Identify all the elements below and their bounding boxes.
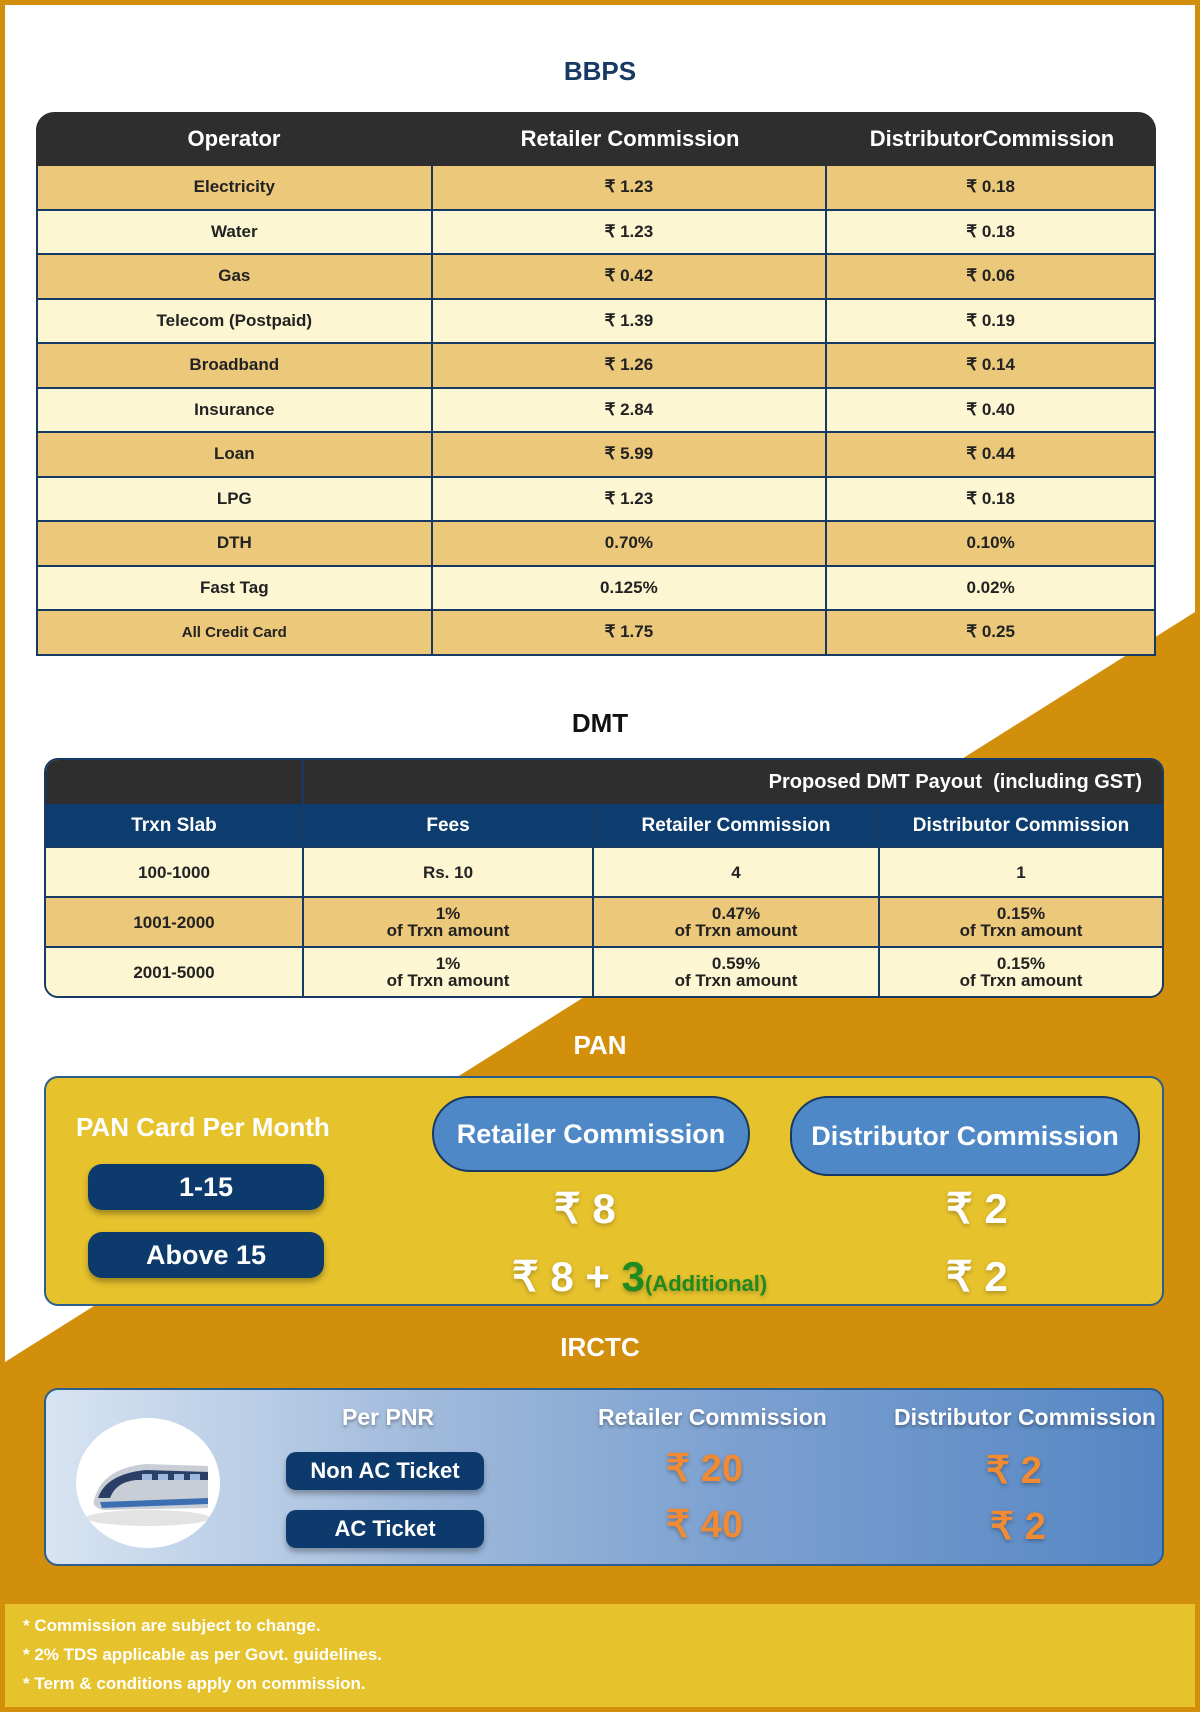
dmt-retailer-cell-text: of Trxn amount [674, 921, 798, 940]
irctc-distributor-value-ac: ₹ 2 [990, 1506, 1046, 1548]
bbps-operator-cell: Loan [38, 433, 433, 476]
bbps-distributor-cell: ₹ 0.06 [966, 266, 1015, 286]
pan-additional-label: (Additional) [644, 1271, 768, 1296]
bbps-operator-cell: Broadband [38, 344, 433, 387]
bbps-operator-cell: All Credit Card [38, 611, 433, 654]
table-row [46, 946, 1162, 996]
bbps-distributor-cell: ₹ 0.44 [966, 444, 1015, 464]
bbps-retailer-cell: ₹ 5.99 [433, 433, 828, 476]
dmt-fees-cell [304, 848, 594, 896]
footer-note-3: * Term & conditions apply on commission. [23, 1674, 366, 1693]
pan-retailer-header: Retailer Commission [432, 1096, 750, 1172]
irctc-retailer-value-ac: ₹ 40 [666, 1504, 744, 1546]
bbps-retailer-cell: ₹ 1.39 [433, 300, 828, 343]
dmt-header-distributor: Distributor Commission [912, 814, 1130, 836]
dmt-distributor-cell [880, 898, 1162, 946]
dmt-table [44, 758, 1164, 998]
bbps-operator-cell: Water [38, 211, 433, 254]
bbps-distributor-cell: ₹ 0.40 [966, 399, 1015, 419]
bbps-header-retailer: Retailer Commission [520, 126, 740, 151]
bbps-retailer-cell: ₹ 2.84 [433, 389, 828, 432]
dmt-retailer-cell-text: 0.47% [711, 904, 761, 923]
dmt-retailer-cell-text: 4 [731, 862, 741, 882]
dmt-fees-cell [304, 898, 594, 946]
table-row [36, 255, 1156, 300]
table-row [36, 478, 1156, 523]
dmt-slab-cell-text: 1001-2000 [133, 912, 215, 932]
pan-retailer-base: ₹ 8 + [512, 1253, 622, 1300]
pan-card-per-month-label: PAN Card Per Month [76, 1112, 330, 1142]
table-row [46, 896, 1162, 946]
pan-retailer-value-1: ₹ 8 [554, 1185, 616, 1232]
pan-title: PAN [573, 1030, 627, 1060]
bbps-distributor-cell: ₹ 0.18 [966, 177, 1015, 197]
bbps-retailer-cell: 0.70% [433, 522, 828, 565]
bbps-header-operator: Operator [187, 126, 281, 151]
bbps-operator-cell: Insurance [38, 389, 433, 432]
footer-note-2: * 2% TDS applicable as per Govt. guidelines. [23, 1645, 382, 1664]
dmt-retailer-cell [594, 848, 880, 896]
footer-note-1: * Commission are subject to change. [23, 1616, 321, 1635]
dmt-retailer-cell [594, 948, 880, 996]
bbps-retailer-cell: 0.125% [433, 567, 828, 610]
bbps-body [36, 166, 1156, 656]
dmt-title: DMT [571, 708, 629, 738]
table-row [36, 211, 1156, 256]
table-row [36, 300, 1156, 345]
dmt-header-row [46, 804, 1162, 846]
dmt-slab-cell [46, 948, 304, 996]
dmt-header-slab: Trxn Slab [46, 804, 304, 846]
bbps-title: BBPS [563, 56, 637, 86]
bbps-operator-cell: LPG [38, 478, 433, 521]
bbps-distributor-cell: ₹ 0.14 [966, 355, 1015, 375]
dmt-distributor-cell-text: of Trxn amount [959, 971, 1083, 990]
table-row [36, 522, 1156, 567]
pan-tier-above-15: Above 15 [88, 1232, 324, 1278]
dmt-distributor-cell-text: 1 [1016, 862, 1026, 882]
irctc-header-retailer: Retailer Commission [598, 1404, 827, 1430]
dmt-super-header-row [46, 760, 1162, 804]
bbps-retailer-cell: ₹ 1.26 [433, 344, 828, 387]
bbps-retailer-cell: ₹ 1.23 [433, 211, 828, 254]
dmt-slab-cell [46, 898, 304, 946]
table-row [36, 611, 1156, 656]
dmt-fees-cell-text: 1% [435, 954, 461, 973]
pan-additional-amount: 3 [621, 1253, 645, 1300]
irctc-panel [44, 1388, 1164, 1566]
bbps-operator-cell: Fast Tag [38, 567, 433, 610]
dmt-header-retailer: Retailer Commission [594, 804, 880, 846]
bbps-distributor-cell: ₹ 0.18 [966, 488, 1015, 508]
bbps-distributor-cell: 0.02% [966, 577, 1015, 597]
bbps-operator-cell: DTH [38, 522, 433, 565]
dmt-fees-cell [304, 948, 594, 996]
irctc-ac-ticket: AC Ticket [286, 1510, 484, 1548]
irctc-non-ac-ticket: Non AC Ticket [286, 1452, 484, 1490]
bbps-distributor-cell: 0.10% [966, 533, 1015, 553]
dmt-retailer-cell [594, 898, 880, 946]
table-row [36, 344, 1156, 389]
bbps-header-distributor: DistributorCommission [869, 126, 1115, 151]
bbps-retailer-cell: ₹ 1.75 [433, 611, 828, 654]
bbps-table [36, 112, 1156, 656]
irctc-retailer-value-non-ac: ₹ 20 [666, 1448, 744, 1490]
dmt-distributor-cell [880, 948, 1162, 996]
dmt-super-header: Proposed DMT Payout (including GST) [768, 770, 1142, 793]
bbps-header-row [36, 112, 1156, 166]
table-row [46, 846, 1162, 896]
dmt-fees-cell-text: 1% [435, 904, 461, 923]
dmt-fees-cell-text: of Trxn amount [386, 921, 510, 940]
table-row [36, 433, 1156, 478]
irctc-distributor-value-non-ac: ₹ 2 [986, 1450, 1042, 1492]
dmt-retailer-cell-text: 0.59% [711, 954, 761, 973]
irctc-header-distributor: Distributor Commission [894, 1404, 1156, 1430]
dmt-body [46, 846, 1162, 996]
pan-tier-1-15: 1-15 [88, 1164, 324, 1210]
dmt-distributor-cell-text: 0.15% [996, 954, 1046, 973]
table-row [36, 567, 1156, 612]
dmt-distributor-cell-text: of Trxn amount [959, 921, 1083, 940]
dmt-header-fees: Fees [304, 804, 594, 846]
table-row [36, 389, 1156, 434]
dmt-distributor-cell-text: 0.15% [996, 904, 1046, 923]
bbps-distributor-cell: ₹ 0.19 [966, 310, 1015, 330]
footer-notes [5, 1604, 1195, 1707]
dmt-slab-cell-text: 2001-5000 [133, 962, 215, 982]
pan-distributor-value-1: ₹ 2 [946, 1185, 1008, 1232]
bbps-retailer-cell: ₹ 1.23 [433, 478, 828, 521]
irctc-header-per-pnr: Per PNR [342, 1404, 435, 1430]
pan-retailer-value-2 [512, 1252, 767, 1301]
dmt-distributor-cell [880, 848, 1162, 896]
pan-distributor-value-2: ₹ 2 [946, 1253, 1008, 1300]
dmt-fees-cell-text: of Trxn amount [386, 971, 510, 990]
bbps-operator-cell: Telecom (Postpaid) [38, 300, 433, 343]
irctc-title: IRCTC [560, 1332, 640, 1362]
dmt-slab-cell-text: 100-1000 [138, 862, 210, 882]
bbps-operator-cell: Gas [38, 255, 433, 298]
bbps-operator-cell: Electricity [38, 166, 433, 209]
table-row [36, 166, 1156, 211]
dmt-super-header-blank [46, 760, 304, 804]
bbps-retailer-cell: ₹ 0.42 [433, 255, 828, 298]
dmt-fees-cell-text: Rs. 10 [422, 862, 474, 882]
bbps-retailer-cell: ₹ 1.23 [433, 166, 828, 209]
train-icon [76, 1418, 220, 1548]
dmt-slab-cell [46, 848, 304, 896]
bbps-distributor-cell: ₹ 0.18 [966, 221, 1015, 241]
pan-panel [44, 1076, 1164, 1306]
bbps-distributor-cell: ₹ 0.25 [966, 622, 1015, 642]
pan-distributor-header: Distributor Commission [790, 1096, 1140, 1176]
dmt-retailer-cell-text: of Trxn amount [674, 971, 798, 990]
